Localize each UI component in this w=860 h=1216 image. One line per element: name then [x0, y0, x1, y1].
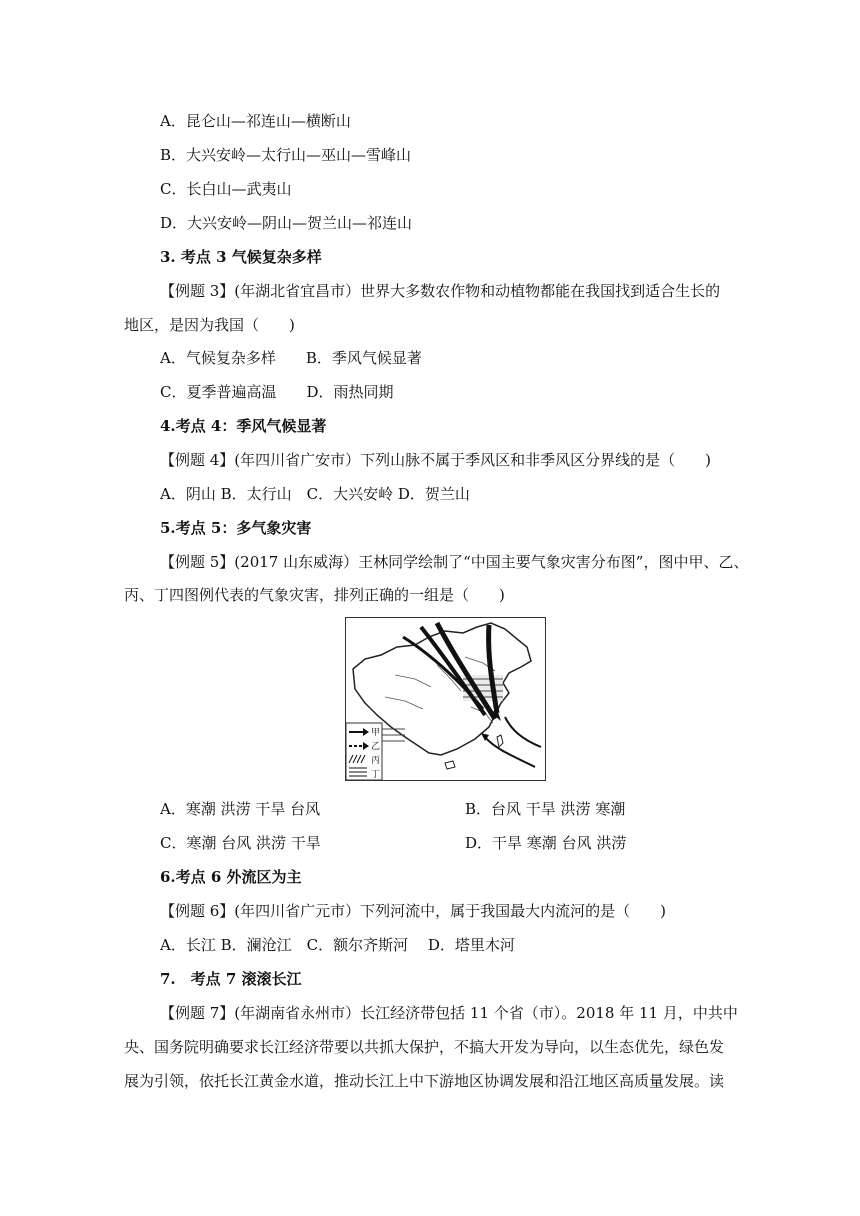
q5-option-a: A．寒潮 洪涝 干旱 台风 [160, 800, 321, 818]
q7-text-line1: 【例题 7】(年湖南省永州市）长江经济带包括 11 个省（市）。2018 年 11 月，中共中 [160, 1004, 738, 1022]
weather-disaster-map-figure [345, 617, 546, 781]
q5-option-b: B．台风 干旱 洪涝 寒潮 [465, 800, 626, 818]
q3-text-line2: 地区，是因为我国（ ) [124, 316, 295, 334]
q4-text: 【例题 4】(年四川省广安市）下列山脉不属于季风区和非季风区分界线的是（ ) [160, 451, 712, 469]
legend-label-jia: 甲 [371, 728, 381, 738]
section6-heading: 6.考点 6 外流区为主 [160, 868, 302, 886]
q2-option-c: C．长白山—武夷山 [160, 180, 292, 198]
q6-options: A．长江 B．澜沧江 C．额尔齐斯河 D．塔里木河 [160, 936, 515, 954]
q2-option-d: D．大兴安岭—阴山—贺兰山—祁连山 [160, 214, 413, 232]
legend-label-ding: 丁 [371, 770, 381, 780]
q7-text-line2: 央、国务院明确要求长江经济带要以共抓大保护，不搞大开发为导向，以生态优先，绿色发 [124, 1038, 725, 1056]
q5-option-c: C．寒潮 台风 洪涝 干旱 [160, 834, 321, 852]
q4-options: A．阴山 B．太行山 C．大兴安岭 D．贺兰山 [160, 485, 470, 503]
legend-label-yi: 乙 [371, 742, 381, 752]
legend-label-bing: 丙 [371, 756, 381, 766]
section3-heading: 3. 考点 3 气候复杂多样 [160, 248, 322, 266]
section7-heading: 7. 考点 7 滚滚长江 [160, 970, 302, 988]
q5-option-d: D．干旱 寒潮 台风 洪涝 [465, 834, 627, 852]
q5-text-line1: 【例题 5】(2017 山东威海）王林同学绘制了“中国主要气象灾害分布图”，图中甲、乙、 [160, 553, 749, 571]
q7-text-line3: 展为引领，依托长江黄金水道，推动长江上中下游地区协调发展和沿江地区高质量发展。读 [124, 1072, 725, 1090]
q2-option-a: A．昆仑山—祁连山—横断山 [160, 112, 351, 130]
section4-heading: 4.考点 4：季风气候显著 [160, 417, 327, 435]
q3-options-row2: C．夏季普遍高温 D．雨热同期 [160, 383, 394, 401]
q3-text-line1: 【例题 3】(年湖北省宜昌市）世界大多数农作物和动植物都能在我国找到适合生长的 [160, 282, 721, 300]
q5-text-line2: 丙、丁四图例代表的气象灾害，排列正确的一组是（ ) [124, 586, 505, 604]
q3-options-row1: A．气候复杂多样 B．季风气候显著 [160, 349, 422, 367]
q2-option-b: B．大兴安岭—太行山—巫山—雪峰山 [160, 146, 412, 164]
section5-heading: 5.考点 5：多气象灾害 [160, 519, 312, 537]
q6-text: 【例题 6】(年四川省广元市）下列河流中，属于我国最大内流河的是（ ) [160, 902, 667, 920]
